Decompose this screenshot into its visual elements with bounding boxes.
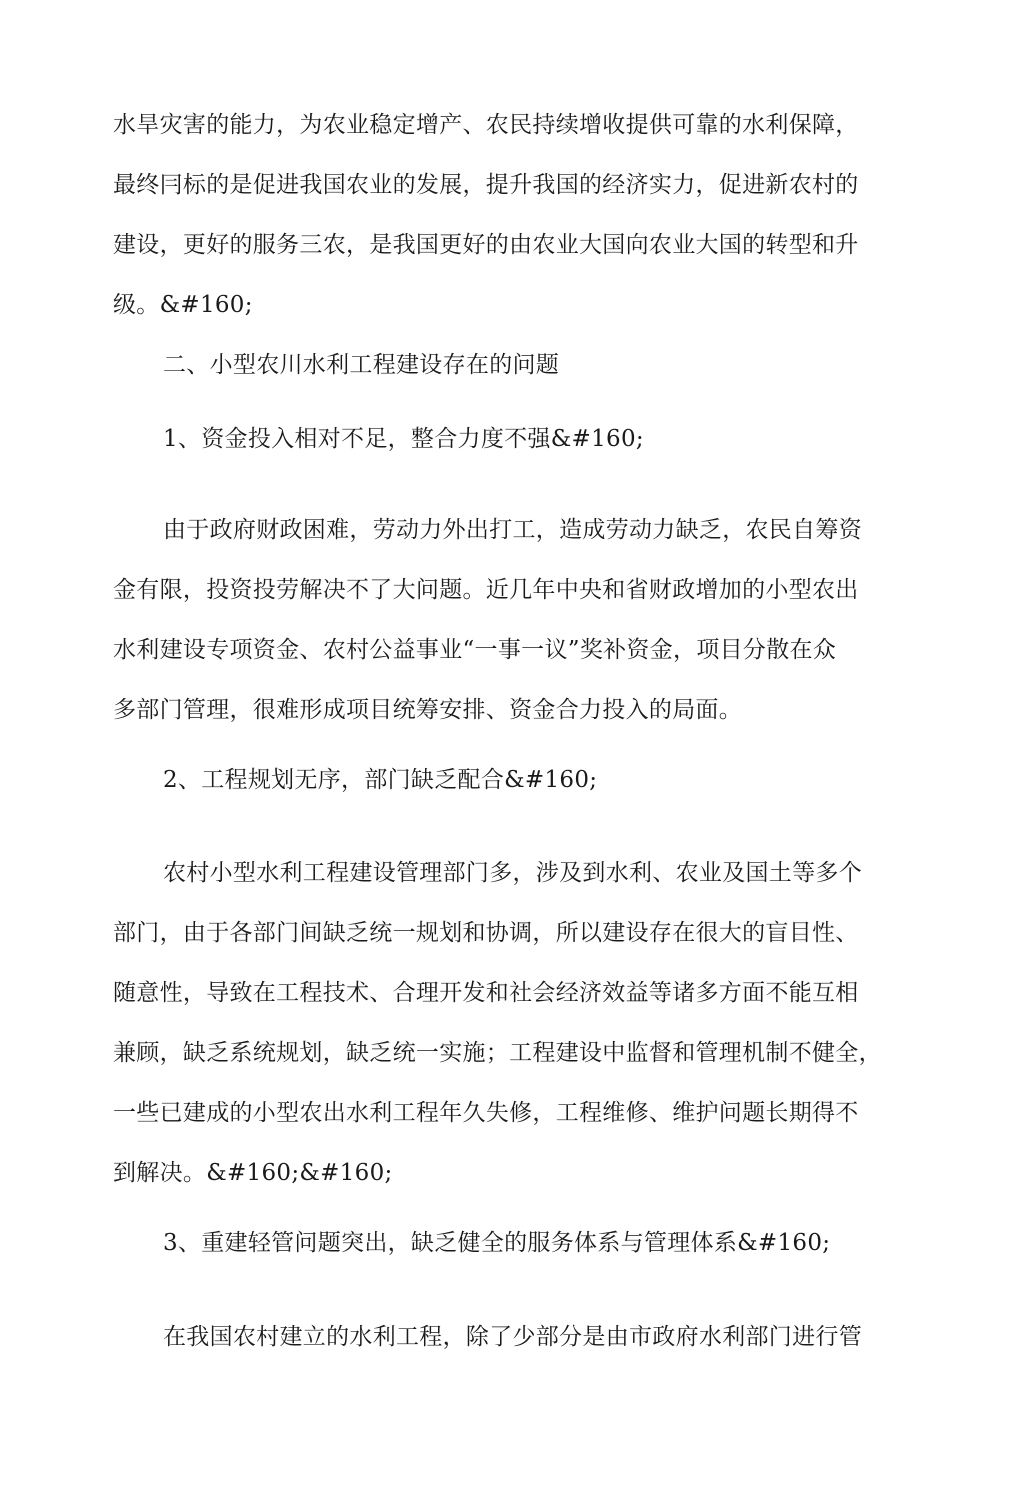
section-heading: 二、小型农川水利工程建设存在的问题 [163,352,560,378]
paragraph-line: 水旱灾害的能力，为农业稳定增产、农民持续增收提供可靠的水利保障， [113,112,859,138]
paragraph-line: 随意性，导致在工程技术、合理开发和社会经济效益等诸多方面不能互相 [113,980,859,1006]
paragraph-line: 农村小型水利工程建设管理部门多，涉及到水利、农业及国土等多个 [163,860,862,886]
paragraph-line: 金有限，投资投劳解决不了大问题。近几年中央和省财政增加的小型农出 [113,577,859,603]
paragraph-line: 由于政府财政困难，劳动力外出打工，造成劳动力缺乏，农民自筹资 [163,517,862,543]
paragraph-line: 一些已建成的小型农出水利工程年久失修，工程维修、维护问题长期得不 [113,1100,859,1126]
paragraph-line: 最终冃标的是促进我国农业的发展，提升我国的经济实力，促进新农村的 [113,172,859,198]
subsection-heading: 3、重建轻管问题突出，缺乏健全的服务体系与管理体系&#160; [163,1230,831,1256]
paragraph-line: 多部门管理，很难形成项目统筹安排、资金合力投入的局面。 [113,697,743,723]
paragraph-line: 建设，更好的服务三农，是我国更好的由农业大国向农业大国的转型和升 [113,232,859,258]
paragraph-line: 在我国农村建立的水利工程，除了少部分是由市政府水利部门进行管 [163,1324,862,1350]
paragraph-line: 兼顾，缺乏系统规划，缺乏统一实施；工程建设中监督和管理机制不健全， [113,1040,882,1066]
paragraph-line: 部门，由于各部门间缺乏统一规划和协调，所以建设存在很大的盲目性、 [113,920,859,946]
paragraph-line: 到解决。&#160;&#160; [113,1160,393,1186]
subsection-heading: 1、资金投入相对不足，整合力度不强&#160; [163,426,644,452]
paragraph-line: 级。&#160; [113,292,253,318]
subsection-heading: 2、工程规划无序，部门缺乏配合&#160; [163,767,598,793]
paragraph-line: 水利建设专项资金、农村公益事业“一事一议”奖补资金，项目分散在众 [113,637,837,663]
